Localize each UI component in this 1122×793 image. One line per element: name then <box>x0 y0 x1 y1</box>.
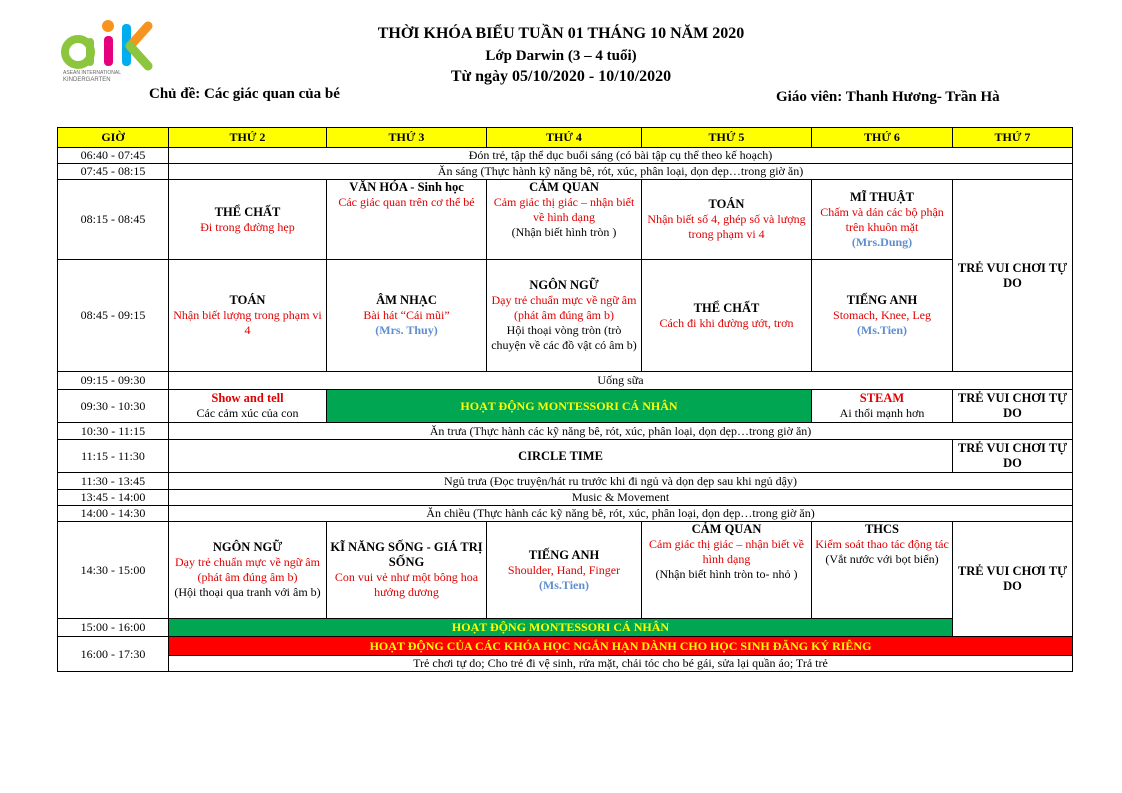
col-header-fri: THỨ 6 <box>812 128 953 148</box>
lesson-cell-tue <box>327 522 487 619</box>
lesson-detail: Dạy trẻ chuẩn mực về ngữ âm (phát âm đúng âm b) <box>491 293 637 322</box>
table-row <box>58 637 1073 656</box>
time-cell: 16:00 - 17:30 <box>58 637 169 672</box>
lesson-cell-fri <box>812 390 953 423</box>
lesson-detail: Dạy trẻ chuẩn mực về ngữ âm (phát âm đúng âm b) <box>175 555 320 584</box>
table-row <box>58 372 1073 390</box>
lesson-detail: Con vui vẻ như một bông hoa hướng dương <box>334 570 479 599</box>
free-play-cell: TRẺ VUI CHƠI TỰ DO <box>953 522 1073 637</box>
time-cell: 13:45 - 14:00 <box>58 490 169 506</box>
lesson-detail: Nhận biết số 4, ghép số và lượng trong phạm vi 4 <box>647 212 806 241</box>
lesson-subject: CẢM QUAN <box>691 522 762 536</box>
time-cell: 09:30 - 10:30 <box>58 390 169 423</box>
activity-cell: Ngủ trưa (Đọc truyện/hát ru trước khi đi ngủ và dọn dẹp sau khi ngủ dậy) <box>169 473 1073 490</box>
lesson-note: (Hội thoại qua tranh với âm b) <box>174 585 321 599</box>
lesson-detail: Kiểm soát thao tác động tác <box>815 537 949 551</box>
free-play-cell: TRẺ VUI CHƠI TỰ DO <box>953 180 1073 372</box>
lesson-detail: Đi trong đường hẹp <box>200 219 295 234</box>
col-header-tue: THỨ 3 <box>327 128 487 148</box>
lesson-subject: THỂ CHẤT <box>214 204 281 219</box>
table-row <box>58 656 1073 672</box>
lesson-subject: MĨ THUẬT <box>849 189 914 204</box>
table-row <box>58 148 1073 164</box>
lesson-teacher: (Mrs.Dung) <box>851 234 913 249</box>
montessori-cell: HOẠT ĐỘNG MONTESSORI CÁ NHÂN <box>327 390 812 423</box>
lesson-subject: CẢM QUAN <box>529 180 599 194</box>
col-header-mon: THỨ 2 <box>169 128 327 148</box>
activity-cell: Ăn chiều (Thực hành các kỹ năng bê, rót, xúc, phân loại, dọn dẹp…trong giờ ăn) <box>169 506 1073 522</box>
table-row <box>58 164 1073 180</box>
lesson-note: Hội thoại vòng tròn (trò chuyện về các đồ vật có âm b) <box>491 323 637 352</box>
lesson-teacher: (Mrs. Thuy) <box>375 323 438 337</box>
table-row <box>58 423 1073 440</box>
table-row <box>58 180 1073 260</box>
lesson-cell-wed <box>487 180 642 260</box>
teacher: Giáo viên: Thanh Hương- Trần Hà <box>776 89 1000 105</box>
lesson-detail: Shoulder, Hand, Finger <box>507 562 621 577</box>
lesson-cell-fri <box>812 180 953 260</box>
table-row <box>58 506 1073 522</box>
lesson-subject: THCS <box>864 522 900 536</box>
lesson-cell-tue <box>327 260 487 372</box>
table-row <box>58 390 1073 423</box>
lesson-subject: THỂ CHẤT <box>693 300 760 315</box>
lesson-detail: Chấm và dán các bộ phận trên khuôn mặt <box>820 204 944 234</box>
time-cell: 15:00 - 16:00 <box>58 619 169 637</box>
table-row <box>58 490 1073 506</box>
col-header-time: GIỜ <box>58 128 169 148</box>
topic: Chủ đề: Các giác quan của bé <box>149 86 340 102</box>
activity-cell: Ăn trưa (Thực hành các kỹ năng bê, rót, xúc, phân loại, dọn dẹp…trong giờ ăn) <box>169 423 1073 440</box>
lesson-subject: NGÔN NGỮ <box>529 278 599 292</box>
table-row <box>58 619 1073 637</box>
logo-line1: ASEAN INTERNATIONAL <box>63 70 121 76</box>
lesson-note: (Nhận biết hình tròn to- nhỏ ) <box>655 567 798 581</box>
lesson-detail: Cảm giác thị giác – nhận biết về hình dạng <box>493 195 635 224</box>
lesson-teacher: (Ms.Tien) <box>538 577 590 592</box>
lesson-cell-mon <box>169 260 327 372</box>
lesson-teacher: (Ms.Tien) <box>856 323 908 337</box>
short-course-cell: HOẠT ĐỘNG CỦA CÁC KHÓA HỌC NGẮN HẠN DÀNH CHO HỌC SINH ĐĂNG KÝ RIÊNG <box>169 637 1073 656</box>
activity-cell: Music & Movement <box>169 490 1073 506</box>
lesson-subject: ÂM NHẠC <box>376 293 437 307</box>
lesson-detail: Nhận biết lượng trong phạm vi 4 <box>173 308 322 337</box>
lesson-detail: Stomach, Knee, Leg <box>833 308 931 322</box>
table-row <box>58 440 1073 473</box>
col-header-sat: THỨ 7 <box>953 128 1073 148</box>
lesson-detail: Các giác quan trên cơ thể bé <box>338 195 475 209</box>
table-row <box>58 260 1073 372</box>
col-header-thu: THỨ 5 <box>642 128 812 148</box>
table-row <box>58 522 1073 619</box>
lesson-cell-thu <box>642 522 812 619</box>
lesson-subject: TIẾNG ANH <box>846 293 918 307</box>
time-cell: 06:40 - 07:45 <box>58 148 169 164</box>
timetable <box>57 127 1073 672</box>
header-row <box>58 128 1073 148</box>
time-cell: 10:30 - 11:15 <box>58 423 169 440</box>
lesson-note: (Nhận biết hình tròn ) <box>511 225 617 239</box>
col-header-wed: THỨ 4 <box>487 128 642 148</box>
lesson-cell-thu <box>642 260 812 372</box>
lesson-detail: Ai thổi mạnh hơn <box>839 406 925 420</box>
lesson-cell-wed <box>487 522 642 619</box>
time-cell: 11:30 - 13:45 <box>58 473 169 490</box>
free-play-cell: TRẺ VUI CHƠI TỰ DO <box>953 440 1073 473</box>
logo-line2: KINDERGARTEN <box>63 77 111 83</box>
lesson-subject: TOÁN <box>229 293 266 307</box>
lesson-detail: Các cảm xúc của con <box>196 406 299 420</box>
lesson-subject: KĨ NĂNG SỐNG - GIÁ TRỊ SỐNG <box>330 540 483 569</box>
lesson-cell-mon <box>169 390 327 423</box>
lesson-subject: TOÁN <box>708 197 745 211</box>
table-row <box>58 473 1073 490</box>
free-play-cell: TRẺ VUI CHƠI TỰ DO <box>953 390 1073 423</box>
date-range: Từ ngày 05/10/2020 - 10/10/2020 <box>450 68 672 85</box>
lesson-cell-tue <box>327 180 487 260</box>
activity-cell: Ăn sáng (Thực hành kỹ năng bê, rót, xúc, phân loại, dọn dẹp…trong giờ ăn) <box>169 164 1073 180</box>
time-cell: 07:45 - 08:15 <box>58 164 169 180</box>
lesson-cell-fri <box>812 260 953 372</box>
lesson-cell-fri <box>812 522 953 619</box>
activity-cell: Uống sữa <box>169 372 1073 390</box>
time-cell: 14:30 - 15:00 <box>58 522 169 619</box>
time-cell: 09:15 - 09:30 <box>58 372 169 390</box>
lesson-detail: Bài hát “Cái mũi” <box>363 308 450 322</box>
circle-time-cell: CIRCLE TIME <box>169 440 953 473</box>
time-cell: 08:45 - 09:15 <box>58 260 169 372</box>
page-title: THỜI KHÓA BIỂU TUẦN 01 THÁNG 10 NĂM 2020 <box>377 25 745 42</box>
time-cell: 11:15 - 11:30 <box>58 440 169 473</box>
class-name: Lớp Darwin (3 – 4 tuổi) <box>485 48 637 64</box>
lesson-cell-wed <box>487 260 642 372</box>
lesson-subject: Show and tell <box>211 391 284 405</box>
lesson-cell-thu <box>642 180 812 260</box>
activity-cell: Đón trẻ, tập thể dục buổi sáng (có bài tập cụ thể theo kế hoạch) <box>169 148 1073 164</box>
montessori-cell: HOẠT ĐỘNG MONTESSORI CÁ NHÂN <box>169 619 953 637</box>
lesson-cell-mon <box>169 180 327 260</box>
lesson-detail: Cách đi khi đường ướt, trơn <box>659 315 794 330</box>
lesson-cell-mon <box>169 522 327 619</box>
time-cell: 08:15 - 08:45 <box>58 180 169 260</box>
lesson-subject: STEAM <box>859 391 905 405</box>
activity-cell: Trẻ chơi tự do; Cho trẻ đi vệ sinh, rửa mặt, chải tóc cho bé gái, sửa lại quần áo; Trả trẻ <box>169 656 1073 672</box>
time-cell: 14:00 - 14:30 <box>58 506 169 522</box>
lesson-subject: NGÔN NGỮ <box>212 540 283 554</box>
lesson-detail: Cảm giác thị giác – nhận biết về hình dạng <box>649 537 804 566</box>
lesson-note: (Vắt nước với bọt biển) <box>825 552 939 566</box>
lesson-subject: VĂN HÓA - Sinh học <box>349 180 464 194</box>
lesson-subject: TIẾNG ANH <box>528 547 600 562</box>
